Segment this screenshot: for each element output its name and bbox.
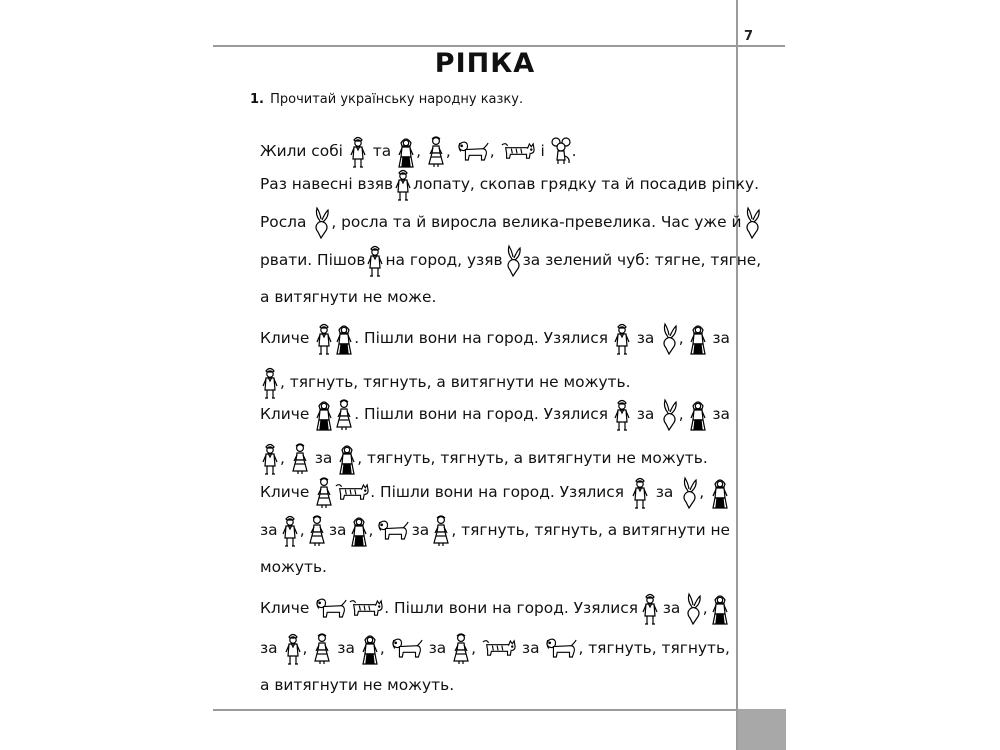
- grandpa-icon: [280, 512, 300, 548]
- story-line-9: [260, 440, 708, 467]
- story-line-13: [260, 596, 730, 620]
- story-line-6: [260, 326, 730, 350]
- mouse-icon: [550, 136, 572, 166]
- dog-icon: [390, 636, 424, 661]
- story-line-2: [260, 172, 759, 196]
- granddaughter-icon: [314, 474, 334, 510]
- text-segment: за зелений чуб: тягне, тягне,: [522, 251, 762, 269]
- text-segment: за: [712, 405, 730, 423]
- text-segment: Жили собі: [260, 142, 343, 160]
- page-number: 7: [744, 29, 754, 44]
- cat-icon: [481, 638, 517, 659]
- grandpa-icon: [612, 320, 632, 356]
- cat-icon: [334, 482, 370, 503]
- text-segment: Раз навесні взяв: [260, 175, 394, 193]
- exercise-number: 1.: [250, 92, 264, 107]
- text-segment: .: [571, 142, 577, 160]
- grandpa-icon: [630, 474, 650, 510]
- turnip-icon: [742, 205, 762, 239]
- text-segment: за: [314, 449, 333, 467]
- text-segment: рвати. Пішов: [260, 251, 366, 269]
- story-line-10: [260, 480, 730, 504]
- story-line-12: [260, 558, 327, 582]
- turnip-icon: [659, 397, 679, 431]
- text-segment: . Пішли вони на город. Узялися: [384, 599, 639, 617]
- text-segment: ,: [280, 449, 285, 467]
- story-line-4: [260, 248, 762, 272]
- turnip-icon: [311, 205, 331, 239]
- text-segment: ,: [368, 521, 374, 539]
- text-segment: Кличе: [260, 483, 310, 501]
- cat-icon: [348, 598, 384, 619]
- text-segment: , росла та й виросла велика-превелика. Час уже й: [331, 213, 742, 231]
- dog-icon: [456, 139, 490, 164]
- grandma-icon: [688, 396, 708, 432]
- text-segment: , тягнуть, тягнуть, а витягнути не: [451, 521, 730, 539]
- text-segment: , тягнуть, тягнуть, а витягнути не можуть.: [280, 373, 631, 391]
- exercise-instruction: [250, 92, 523, 107]
- text-segment: за: [636, 329, 655, 347]
- text-segment: а витягнути не можуть.: [260, 676, 455, 694]
- grandpa-icon: [612, 396, 632, 432]
- grandpa-icon: [260, 364, 280, 400]
- text-segment: за: [260, 521, 278, 539]
- grandpa-icon: [260, 440, 280, 476]
- granddaughter-icon: [426, 133, 446, 169]
- instruction-text: Прочитай українську народну казку.: [270, 92, 524, 107]
- text-segment: ,: [299, 521, 305, 539]
- dog-icon: [544, 636, 578, 661]
- grandpa-icon: [393, 166, 413, 202]
- text-segment: ,: [379, 639, 385, 657]
- story-line-3: [260, 210, 742, 234]
- granddaughter-icon: [334, 396, 354, 432]
- text-segment: ,: [678, 405, 684, 423]
- grandma-icon: [360, 630, 380, 666]
- granddaughter-icon: [451, 630, 471, 666]
- granddaughter-icon: [290, 440, 310, 476]
- turnip-icon: [679, 475, 699, 509]
- text-segment: за: [428, 639, 447, 657]
- turnip-icon: [659, 321, 679, 355]
- text-segment: Кличе: [260, 599, 310, 617]
- text-segment: ,: [678, 329, 684, 347]
- text-segment: . Пішли вони на город. Узялися: [370, 483, 625, 501]
- text-segment: на город, узяв: [385, 251, 503, 269]
- grandma-icon: [314, 396, 334, 432]
- text-segment: ,: [699, 483, 705, 501]
- text-segment: можуть.: [260, 558, 327, 576]
- grandpa-icon: [283, 630, 303, 666]
- grandma-icon: [710, 474, 730, 510]
- dog-icon: [376, 518, 410, 543]
- text-segment: за: [328, 521, 347, 539]
- text-segment: за: [260, 639, 278, 657]
- granddaughter-icon: [431, 512, 451, 548]
- text-segment: ,: [445, 142, 451, 160]
- text-segment: ,: [471, 639, 477, 657]
- text-segment: Кличе: [260, 405, 310, 423]
- grandpa-icon: [640, 590, 660, 626]
- text-segment: Кличе: [260, 329, 310, 347]
- text-segment: ,: [702, 599, 708, 617]
- page-top-rule: [213, 45, 785, 47]
- text-segment: за: [337, 639, 355, 657]
- grandma-icon: [334, 320, 354, 356]
- granddaughter-icon: [307, 512, 327, 548]
- cat-icon: [500, 141, 536, 162]
- text-segment: за: [655, 483, 674, 501]
- text-segment: і: [540, 142, 545, 160]
- text-segment: за: [411, 521, 430, 539]
- text-segment: за: [521, 639, 540, 657]
- grandma-icon: [396, 133, 416, 169]
- text-segment: Росла: [260, 213, 307, 231]
- text-segment: та: [372, 142, 392, 160]
- grandma-icon: [337, 440, 357, 476]
- text-segment: за: [712, 329, 730, 347]
- text-segment: , тягнуть, тягнуть, а витягнути не можуть.: [357, 449, 708, 467]
- granddaughter-icon: [312, 630, 332, 666]
- text-segment: ,: [416, 142, 421, 160]
- grandma-icon: [710, 590, 730, 626]
- text-segment: ,: [489, 142, 495, 160]
- story-line-1: [260, 133, 577, 160]
- story-line-11: [260, 518, 730, 542]
- grandpa-icon: [348, 133, 368, 169]
- text-segment: . Пішли вони на город. Узялися: [354, 405, 609, 423]
- page-title: РІПКА: [434, 48, 536, 79]
- grandma-icon: [688, 320, 708, 356]
- turnip-icon: [683, 591, 703, 625]
- text-segment: лопату, скопав грядку та й посадив ріпку.: [413, 175, 759, 193]
- grandpa-icon: [314, 320, 334, 356]
- dog-icon: [314, 596, 348, 621]
- grandpa-icon: [365, 242, 385, 278]
- text-segment: , тягнуть, тягнуть,: [578, 639, 730, 657]
- text-segment: за: [662, 599, 681, 617]
- text-segment: . Пішли вони на город. Узялися: [354, 329, 609, 347]
- story-line-5: [260, 288, 436, 312]
- turnip-icon: [503, 243, 523, 277]
- story-line-15: [260, 676, 454, 700]
- text-segment: за: [636, 405, 655, 423]
- grandma-icon: [349, 512, 369, 548]
- page-right-rule: [736, 0, 738, 750]
- text-segment: ,: [302, 639, 308, 657]
- story-line-8: [260, 402, 730, 426]
- page-corner-block: [738, 709, 786, 750]
- story-line-7: [260, 364, 631, 391]
- story-line-14: [260, 636, 730, 660]
- text-segment: а витягнути не може.: [260, 288, 437, 306]
- page-bottom-rule: [213, 709, 737, 711]
